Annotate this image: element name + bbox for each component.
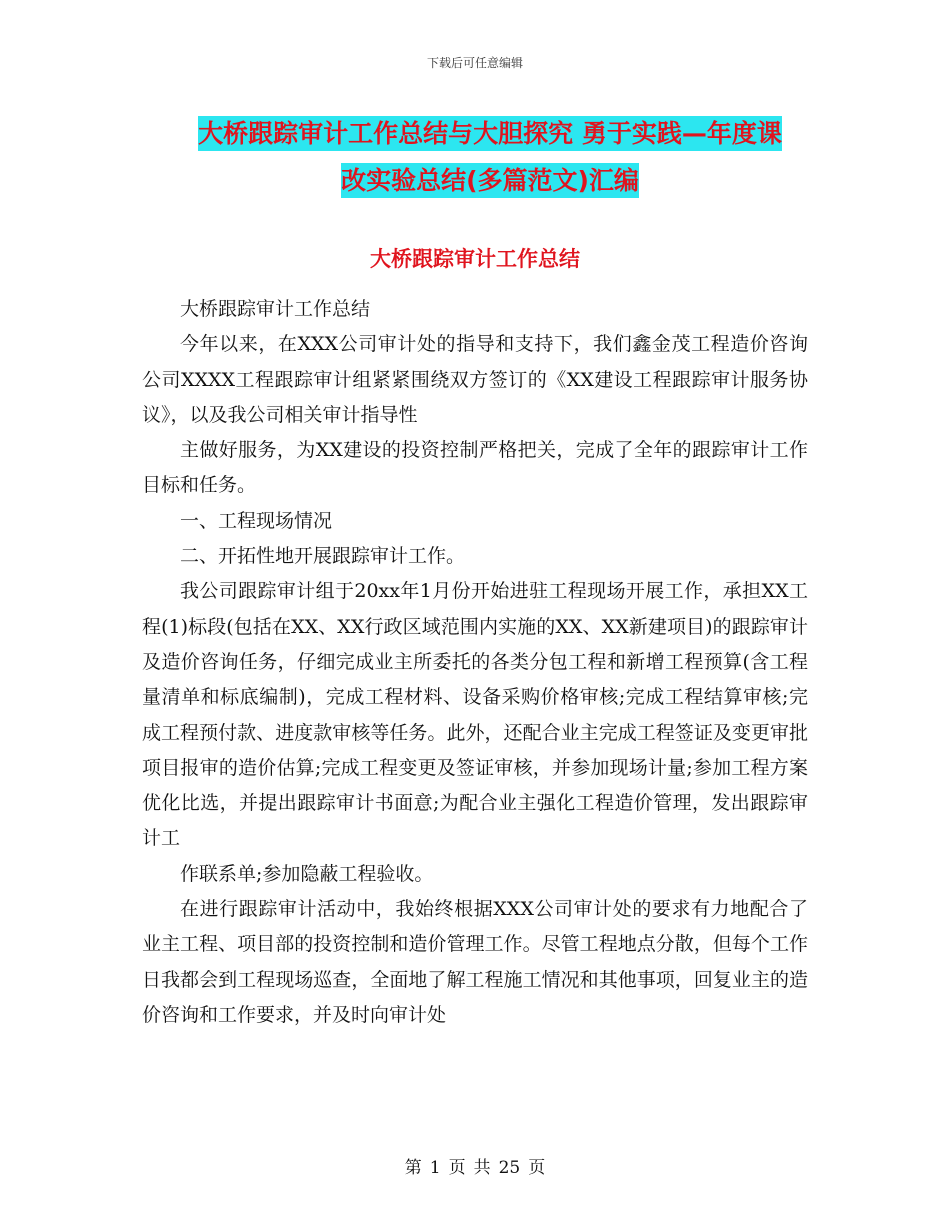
paragraph: 一、工程现场情况 bbox=[180, 509, 333, 532]
page-footer bbox=[0, 1153, 950, 1178]
paragraph: 在进行跟踪审计活动中，我始终根据XXX公司审计处的要求有力地配合了业主工程、项目部的投资控制和造价管理工作。尽管工程地点分散，但每个工作日我都会到工程现场巡查，全面地了解工程施工情况和其他事项，回复业主的造价咨询和工作要求，并及时向审计处 bbox=[142, 898, 808, 1026]
paragraph: 我公司跟踪审计组于20xx年1月份开始进驻工程现场开展工作，承担XX工程(1)标段(包括在XX、XX行政区域范围内实施的XX、XX新建项目)的跟踪审计及造价咨询任务，仔细完成业主所委托的各类分包工程和新增工程预算(含工程量清单和标底编制)，完成工程材料、设备采购价格审核;完成工程结算审核;完成工程预付款、进度款审核等任务。此外，还配合业主完成工程签证及变更审批项目报审的造价估算;完成工程变更及签证审核，并参加现场计量;参加工程方案优化比选，并提出跟踪审计书面意;为配合业主强化工程造价管理，发出跟踪审计工 bbox=[142, 580, 808, 850]
header-note: 下载后可任意编辑 bbox=[426, 56, 523, 70]
section-title: 大桥跟踪审计工作总结 bbox=[370, 247, 580, 271]
page-number: 1 bbox=[429, 1158, 441, 1178]
footer-page-unit: 页 bbox=[448, 1158, 466, 1178]
document-title-line-2: 改实验总结(多篇范文)汇编 bbox=[341, 163, 639, 198]
footer-prefix: 第 bbox=[404, 1158, 422, 1178]
paragraph: 二、开拓性地开展跟踪审计工作。 bbox=[180, 545, 466, 568]
document-title bbox=[140, 110, 840, 204]
body-text bbox=[142, 292, 808, 1033]
document-title-line-1: 大桥跟踪审计工作总结与大胆探究 勇于实践—年度课 bbox=[198, 116, 782, 151]
paragraph: 作联系单;参加隐蔽工程验收。 bbox=[180, 862, 434, 885]
paragraph: 主做好服务，为XX建设的投资控制严格把关，完成了全年的跟踪审计工作目标和任务。 bbox=[142, 439, 808, 497]
footer-total-unit: 页 bbox=[528, 1158, 546, 1178]
total-pages: 25 bbox=[498, 1158, 521, 1178]
paragraph: 今年以来，在XXX公司审计处的指导和支持下，我们鑫金茂工程造价咨询公司XXXX工程跟踪审计组紧紧围绕双方签订的《XX建设工程跟踪审计服务协议》，以及我公司相关审计指导性 bbox=[142, 333, 808, 426]
footer-total-prefix: 共 bbox=[473, 1158, 491, 1178]
paragraph: 大桥跟踪审计工作总结 bbox=[180, 298, 371, 320]
